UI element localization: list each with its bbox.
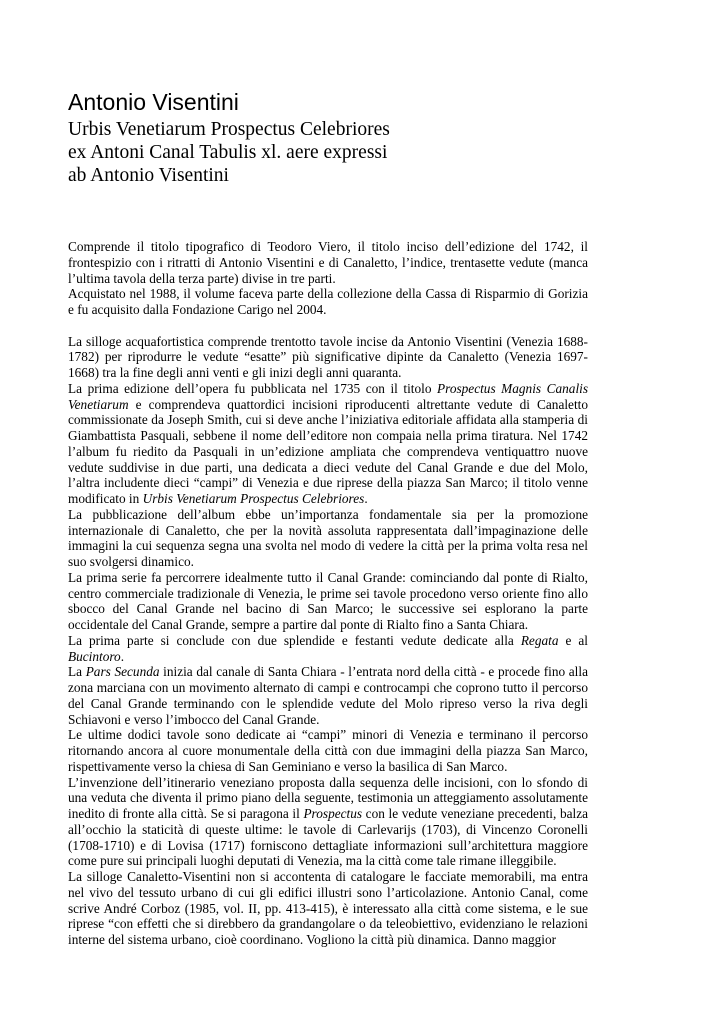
work-title-line: ex Antoni Canal Tabulis xl. aere expressi (68, 142, 388, 163)
body-text (68, 239, 588, 948)
paragraph: Comprende il titolo tipografico di Teodoro Viero, il titolo inciso dell’edizione del 1742, il frontespizio con i ritratti di Antonio Visentini e di Canaletto, l’indice, trentasette vedute (manca l’ultima tavola della terza parte) divise in tre parti. (68, 239, 588, 286)
paragraph: La prima edizione dell’opera fu pubblicata nel 1735 con il titolo Prospectus Magnis Canalis Venetiarum e comprendeva quattordici incisioni riproducenti altrettante vedute di Canaletto commissionate da Joseph Smith, cui si deve anche l’iniziativa editoriale affidata alla stamperia di Giambattista Pasquali, sebbene il nome dell’editore non compaia nella prima tiratura. Nel 1742 l’album fu riedito da Pasquali in un’edizione ampliata che comprendeva ventiquattro nuove vedute suddivise in due parti, una dedicata a dieci vedute del Canal Grande e due del Molo, l’altra includente dieci “campi” di Venezia e due riprese della piazza San Marco; il titolo venne modificato in Urbis Venetiarum Prospectus Celebriores. (68, 380, 589, 506)
work-title-line: Urbis Venetiarum Prospectus Celebriores (68, 119, 390, 140)
paragraph: Acquistato nel 1988, il volume faceva parte della collezione della Cassa di Risparmio di Gorizia e fu acquisito dalla Fondazione Carigo nel 2004. (68, 286, 588, 317)
work-title-line: ab Antonio Visentini (68, 165, 229, 186)
author-name: Antonio Visentini (68, 89, 239, 115)
paragraph: Le ultime dodici tavole sono dedicate ai “campi” minori di Venezia e terminano il percorso ritornando ancora al cuore monumentale della città con due immagini della piazza San Marco, rispettivamente verso la chiesa di San Geminiano e verso la basilica di San Marco. (68, 727, 588, 774)
paragraph: La prima serie fa percorrere idealmente tutto il Canal Grande: cominciando dal ponte di Rialto, centro commerciale tradizionale di Venezia, le prime sei tavole procedono verso oriente fino allo sbocco del Canal Grande nel bacino di San Marco; le successive sei esplorano la parte occidentale del Canal Grande, sempre a partire dal ponte di Rialto fino a Santa Chiara. (68, 569, 588, 632)
paragraph: La silloge acquafortistica comprende trentotto tavole incise da Antonio Visentini (Venezia 1688-1782) per riprodurre le vedute “esatte” più significative dipinte da Canaletto (Venezia 1697-1668) tra la fine degli anni venti e gli inizi degli anni quaranta. (68, 333, 588, 380)
document-page (68, 88, 588, 948)
paragraph: La pubblicazione dell’album ebbe un’importanza fondamentale sia per la promozione internazionale di Canaletto, che per la novità assoluta rappresentata dall’impaginazione delle immagini la cui sequenza segna una svolta nel modo di vedere la città per la prima volta resa nel suo svolgersi dinamico. (68, 506, 588, 569)
paragraph: La silloge Canaletto-Visentini non si accontenta di catalogare le facciate memorabili, ma entra nel vivo del tessuto urbano di cui gli edifici illustri sono l’articolazione. Antonio Canal, come scrive André Corboz (1985, vol. II, pp. 413-415), è interessato alla città come sistema, e le sue riprese “con effetti che si direbbero da grandangolare o da teleobiettivo, evidenziano le relazioni interne del sistema urbano, cioè coordinano. Vogliono la città più dinamica. Danno maggior (68, 869, 588, 947)
paragraph: L’invenzione dell’itinerario veneziano proposta dalla sequenza delle incisioni, con lo sfondo di una veduta che diventa il primo piano della seguente, testimonia un atteggiamento assolutamente inedito di fronte alla città. Se si paragona il Prospectus con le vedute veneziane precedenti, balza all’occhio la staticità di queste ultime: le tavole di Carlevarijs (1703), di Vincenzo Coronelli (1708-1710) e di Lovisa (1717) forniscono dettagliate informazioni sull’architettura maggiore come pure sui principali luoghi deputati di Venezia, ma la città come tale rimane illeggibile. (68, 774, 588, 869)
paragraph: La Pars Secunda inizia dal canale di Santa Chiara - l’entrata nord della città - e procede fino alla zona marciana con un movimento alternato di campi e controcampi che coprono tutto il percorso del Canal Grande terminando con le splendide vedute del Molo ripreso verso la riva degli Schiavoni e verso l’imbocco del Canal Grande. (68, 664, 588, 727)
paragraph: La prima parte si conclude con due splendide e festanti vedute dedicate alla Regata e al Bucintoro. (68, 632, 588, 664)
work-title (68, 118, 588, 187)
